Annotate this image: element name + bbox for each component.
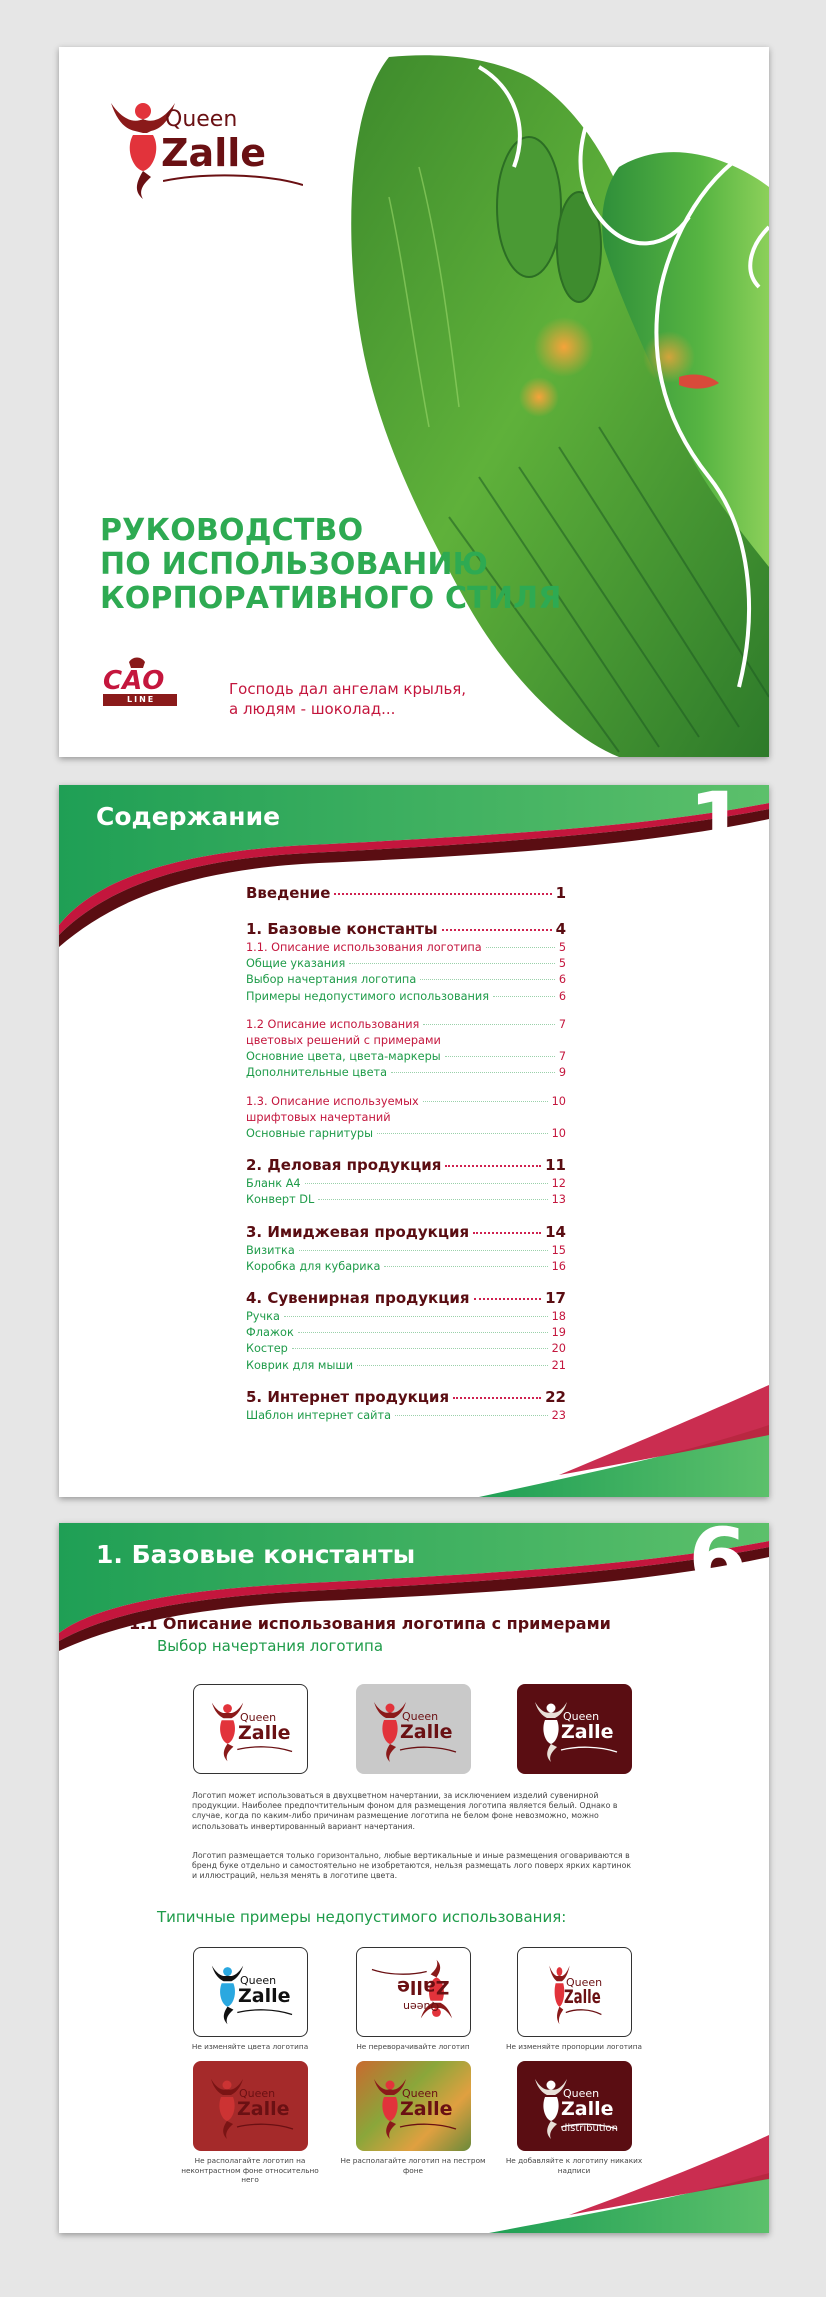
section-header: Содержание <box>96 802 281 831</box>
toc-label: Бланк А4 <box>246 1176 305 1192</box>
toc-subsection-entry[interactable] <box>246 1176 566 1192</box>
toc-subsection-entry[interactable] <box>246 1094 566 1110</box>
toc-subsection-entry[interactable] <box>246 1259 566 1275</box>
toc-label: цветовых решений с примерами <box>246 1033 445 1049</box>
slogan-line: а людям - шоколад... <box>229 700 396 718</box>
logo-variant-grey <box>356 1684 471 1774</box>
paragraph: Логотип может использоваться в двухцветном начертании, за исключением изделий сувенирной продукции. Наиболее предпочтительным фоном для размещения логотипа является белый. Однако в случае, когда по каким-либо причинам размещение логотипа не белом фоне невозможно, можно использовать инвертированный вариант начертания. <box>192 1791 618 1831</box>
toc-subsection-entry[interactable] <box>246 1408 566 1424</box>
toc-subsection-entry[interactable] <box>246 1243 566 1259</box>
toc-leader-dots <box>423 1024 554 1025</box>
toc-leader-dots <box>298 1332 548 1333</box>
misuse-wrong-colors <box>193 1947 308 2037</box>
page-number: 6 <box>688 1523 747 1608</box>
toc-label: 2. Деловая продукция <box>246 1154 445 1176</box>
toc-page-number: 5 <box>555 956 566 972</box>
logo-zalle-text: Zalle <box>564 1986 601 2008</box>
toc-page-number: 5 <box>555 940 566 956</box>
constants-page <box>59 1523 769 2233</box>
toc-label: Основные гарнитуры <box>246 1126 377 1142</box>
toc-leader-dots <box>473 1232 541 1234</box>
misuse-caption: Не изменяйте цвета логотипа <box>191 2042 309 2051</box>
toc-page-number: 23 <box>548 1408 566 1424</box>
logo-zalle-text: Zalle <box>400 2098 453 2120</box>
distribution-label: distribution <box>561 2123 618 2134</box>
logo-variant-inverted <box>517 1684 632 1774</box>
logo-variant-white <box>193 1684 308 1774</box>
logo-zalle-text: Zalle <box>237 2098 290 2120</box>
toc-page-number: 11 <box>541 1154 566 1176</box>
toc-label: Ручка <box>246 1309 284 1325</box>
toc-subsection-entry[interactable] <box>246 972 566 988</box>
toc-subsection-entry[interactable] <box>246 1341 566 1357</box>
toc-subsection-entry[interactable] <box>246 1049 566 1065</box>
toc-page-number: 10 <box>548 1094 566 1110</box>
toc-label: 1. Базовые константы <box>246 918 442 940</box>
logo-queen-text: Queen <box>240 1711 277 1724</box>
misuse-low-contrast <box>193 2061 308 2151</box>
table-of-contents <box>246 882 566 1424</box>
toc-section-entry[interactable] <box>246 882 566 904</box>
toc-section-entry[interactable] <box>246 1386 566 1408</box>
toc-leader-dots <box>391 1072 555 1073</box>
subsection-title: 1.1 Описание использования логотипа с примерами <box>129 1614 611 1633</box>
toc-page-number: 9 <box>555 1065 566 1081</box>
toc-label: 4. Сувенирная продукция <box>246 1287 474 1309</box>
contents-page <box>59 785 769 1497</box>
toc-label: Дополнительные цвета <box>246 1065 391 1081</box>
logo-queen-text: Queen <box>239 2087 276 2100</box>
cao-sub-text: LINE <box>127 695 156 704</box>
logo-zalle-text: Zalle <box>561 2098 614 2120</box>
toc-page-number: 4 <box>552 918 566 940</box>
toc-label: 1.2 Описание использования <box>246 1017 423 1033</box>
toc-subsection-entry[interactable] <box>246 1358 566 1374</box>
logo-queen-text: Queen <box>240 1974 277 1987</box>
logo-queen-text: Queen <box>563 1710 600 1723</box>
toc-label: Основние цвета, цвета-маркеры <box>246 1049 445 1065</box>
logo-zalle-text: Zalle <box>238 1722 291 1744</box>
logo-zalle-text: Zalle <box>161 131 267 175</box>
toc-leader-dots <box>384 1266 547 1267</box>
toc-label: 1.3. Описание используемых <box>246 1094 423 1110</box>
slogan <box>229 679 466 719</box>
toc-leader-dots <box>357 1365 548 1366</box>
paragraph: Логотип размещается только горизонтально, любые вертикальные и иные размещения оговариваются в бренд буке отдельно и самостоятельно не изобретаются, нельзя размещать лого поверх ярких картинок и иллюстраций, нельзя менять в логотипе цвета. <box>192 1851 632 1881</box>
toc-subsection-entry[interactable] <box>246 1065 566 1081</box>
misuse-caption: Не переворачивайте логотип <box>356 2042 470 2051</box>
page-number: 1 <box>688 785 747 872</box>
toc-label: Коробка для кубарика <box>246 1259 384 1275</box>
toc-leader-dots <box>453 1397 541 1399</box>
toc-label: Введение <box>246 882 334 904</box>
toc-leader-dots <box>299 1250 548 1251</box>
toc-leader-dots <box>420 979 555 980</box>
toc-leader-dots <box>486 947 555 948</box>
toc-subsection-entry[interactable] <box>246 1017 566 1033</box>
logo-zalle-text: Zalle <box>397 1976 450 1998</box>
toc-leader-dots <box>349 963 555 964</box>
toc-leader-dots <box>423 1101 548 1102</box>
toc-page-number: 7 <box>555 1017 566 1033</box>
logo-queen-text: Queen <box>403 2000 440 2013</box>
misuse-heading: Типичные примеры недопустимого использования: <box>157 1908 567 1926</box>
logo-queen-text: Queen <box>566 1976 603 1989</box>
logo-queen-text: Queen <box>563 2087 600 2100</box>
toc-label: Флажок <box>246 1325 298 1341</box>
toc-label: Костер <box>246 1341 292 1357</box>
toc-label: Коврик для мыши <box>246 1358 357 1374</box>
cover-title-line: РУКОВОДСТВО <box>100 513 364 548</box>
toc-label: Конверт DL <box>246 1192 318 1208</box>
misuse-added-text <box>517 2061 632 2151</box>
toc-label: 5. Интернет продукция <box>246 1386 453 1408</box>
misuse-caption: Не располагайте логотип на пестром фоне <box>340 2156 486 2175</box>
cover-title <box>100 514 562 616</box>
toc-subsection-entry[interactable] <box>246 1033 566 1049</box>
toc-page-number: 20 <box>548 1341 566 1357</box>
toc-leader-dots <box>305 1183 548 1184</box>
cover-title-line: ПО ИСПОЛЬЗОВАНИЮ <box>100 547 489 582</box>
toc-section-entry[interactable] <box>246 1287 566 1309</box>
toc-label: Общие указания <box>246 956 349 972</box>
misuse-caption: Не изменяйте пропорции логотипа <box>505 2042 643 2051</box>
toc-page-number: 21 <box>548 1358 566 1374</box>
toc-label: Шаблон интернет сайта <box>246 1408 395 1424</box>
toc-page-number: 15 <box>548 1243 566 1259</box>
toc-leader-dots <box>395 1415 548 1416</box>
toc-label: Визитка <box>246 1243 299 1259</box>
toc-subsection-entry[interactable] <box>246 1192 566 1208</box>
toc-leader-dots <box>334 893 551 895</box>
misuse-busy-background <box>356 2061 471 2151</box>
toc-page-number: 17 <box>541 1287 566 1309</box>
toc-leader-dots <box>284 1316 548 1317</box>
toc-label: 1.1. Описание использования логотипа <box>246 940 486 956</box>
toc-label: Выбор начертания логотипа <box>246 972 420 988</box>
toc-page-number: 18 <box>548 1309 566 1325</box>
logo-queen-text: Queen <box>402 2087 439 2100</box>
toc-subsection-entry[interactable] <box>246 989 566 1005</box>
toc-section-entry[interactable] <box>246 918 566 940</box>
toc-section-entry[interactable] <box>246 1221 566 1243</box>
slogan-line: Господь дал ангелам крылья, <box>229 680 467 698</box>
toc-leader-dots <box>445 1165 541 1167</box>
logo-zalle-text: Zalle <box>238 1985 291 2007</box>
toc-subsection-entry[interactable] <box>246 940 566 956</box>
cao-text: САО <box>103 666 165 696</box>
toc-leader-dots <box>318 1199 547 1200</box>
cover-title-line: КОРПОРАТИВНОГО СТИЛЯ <box>100 581 562 616</box>
logo-queen-text: Queen <box>402 1710 439 1723</box>
cover-page <box>59 47 769 757</box>
toc-page-number: 6 <box>555 972 566 988</box>
toc-subsection-entry[interactable] <box>246 1325 566 1341</box>
variants-heading: Выбор начертания логотипа <box>157 1637 384 1655</box>
misuse-distorted <box>517 1947 632 2037</box>
toc-label: Примеры недопустимого использования <box>246 989 493 1005</box>
toc-page-number: 22 <box>541 1386 566 1408</box>
toc-leader-dots <box>493 996 555 997</box>
toc-page-number: 6 <box>555 989 566 1005</box>
logo-zalle-text: Zalle <box>561 1721 614 1743</box>
misuse-caption: Не располагайте логотип на неконтрастном фоне относительно него <box>181 2156 319 2184</box>
queen-zalle-logo <box>103 91 303 201</box>
toc-page-number: 12 <box>548 1176 566 1192</box>
toc-leader-dots <box>377 1133 548 1134</box>
toc-subsection-entry[interactable] <box>246 1126 566 1142</box>
toc-label: 3. Имиджевая продукция <box>246 1221 473 1243</box>
misuse-flipped <box>356 1947 471 2037</box>
toc-page-number: 16 <box>548 1259 566 1275</box>
toc-subsection-entry[interactable] <box>246 1309 566 1325</box>
cacao-pod <box>497 137 561 277</box>
toc-leader-dots <box>292 1348 548 1349</box>
misuse-caption: Не добавляйте к логотипу никаких надписи <box>505 2156 643 2175</box>
toc-subsection-entry[interactable] <box>246 1110 566 1126</box>
toc-page-number: 13 <box>548 1192 566 1208</box>
toc-page-number: 19 <box>548 1325 566 1341</box>
section-header: 1. Базовые константы <box>96 1540 416 1569</box>
toc-leader-dots <box>474 1298 542 1300</box>
toc-section-entry[interactable] <box>246 1154 566 1176</box>
logo-queen-text: Queen <box>165 107 238 132</box>
toc-label: шрифтовых начертаний <box>246 1110 395 1126</box>
toc-leader-dots <box>445 1056 555 1057</box>
toc-page-number: 7 <box>555 1049 566 1065</box>
toc-page-number: 1 <box>552 882 566 904</box>
logo-zalle-text: Zalle <box>400 1721 453 1743</box>
cao-line-logo <box>99 652 181 712</box>
toc-page-number: 14 <box>541 1221 566 1243</box>
toc-leader-dots <box>442 929 552 931</box>
toc-page-number: 10 <box>548 1126 566 1142</box>
toc-subsection-entry[interactable] <box>246 956 566 972</box>
